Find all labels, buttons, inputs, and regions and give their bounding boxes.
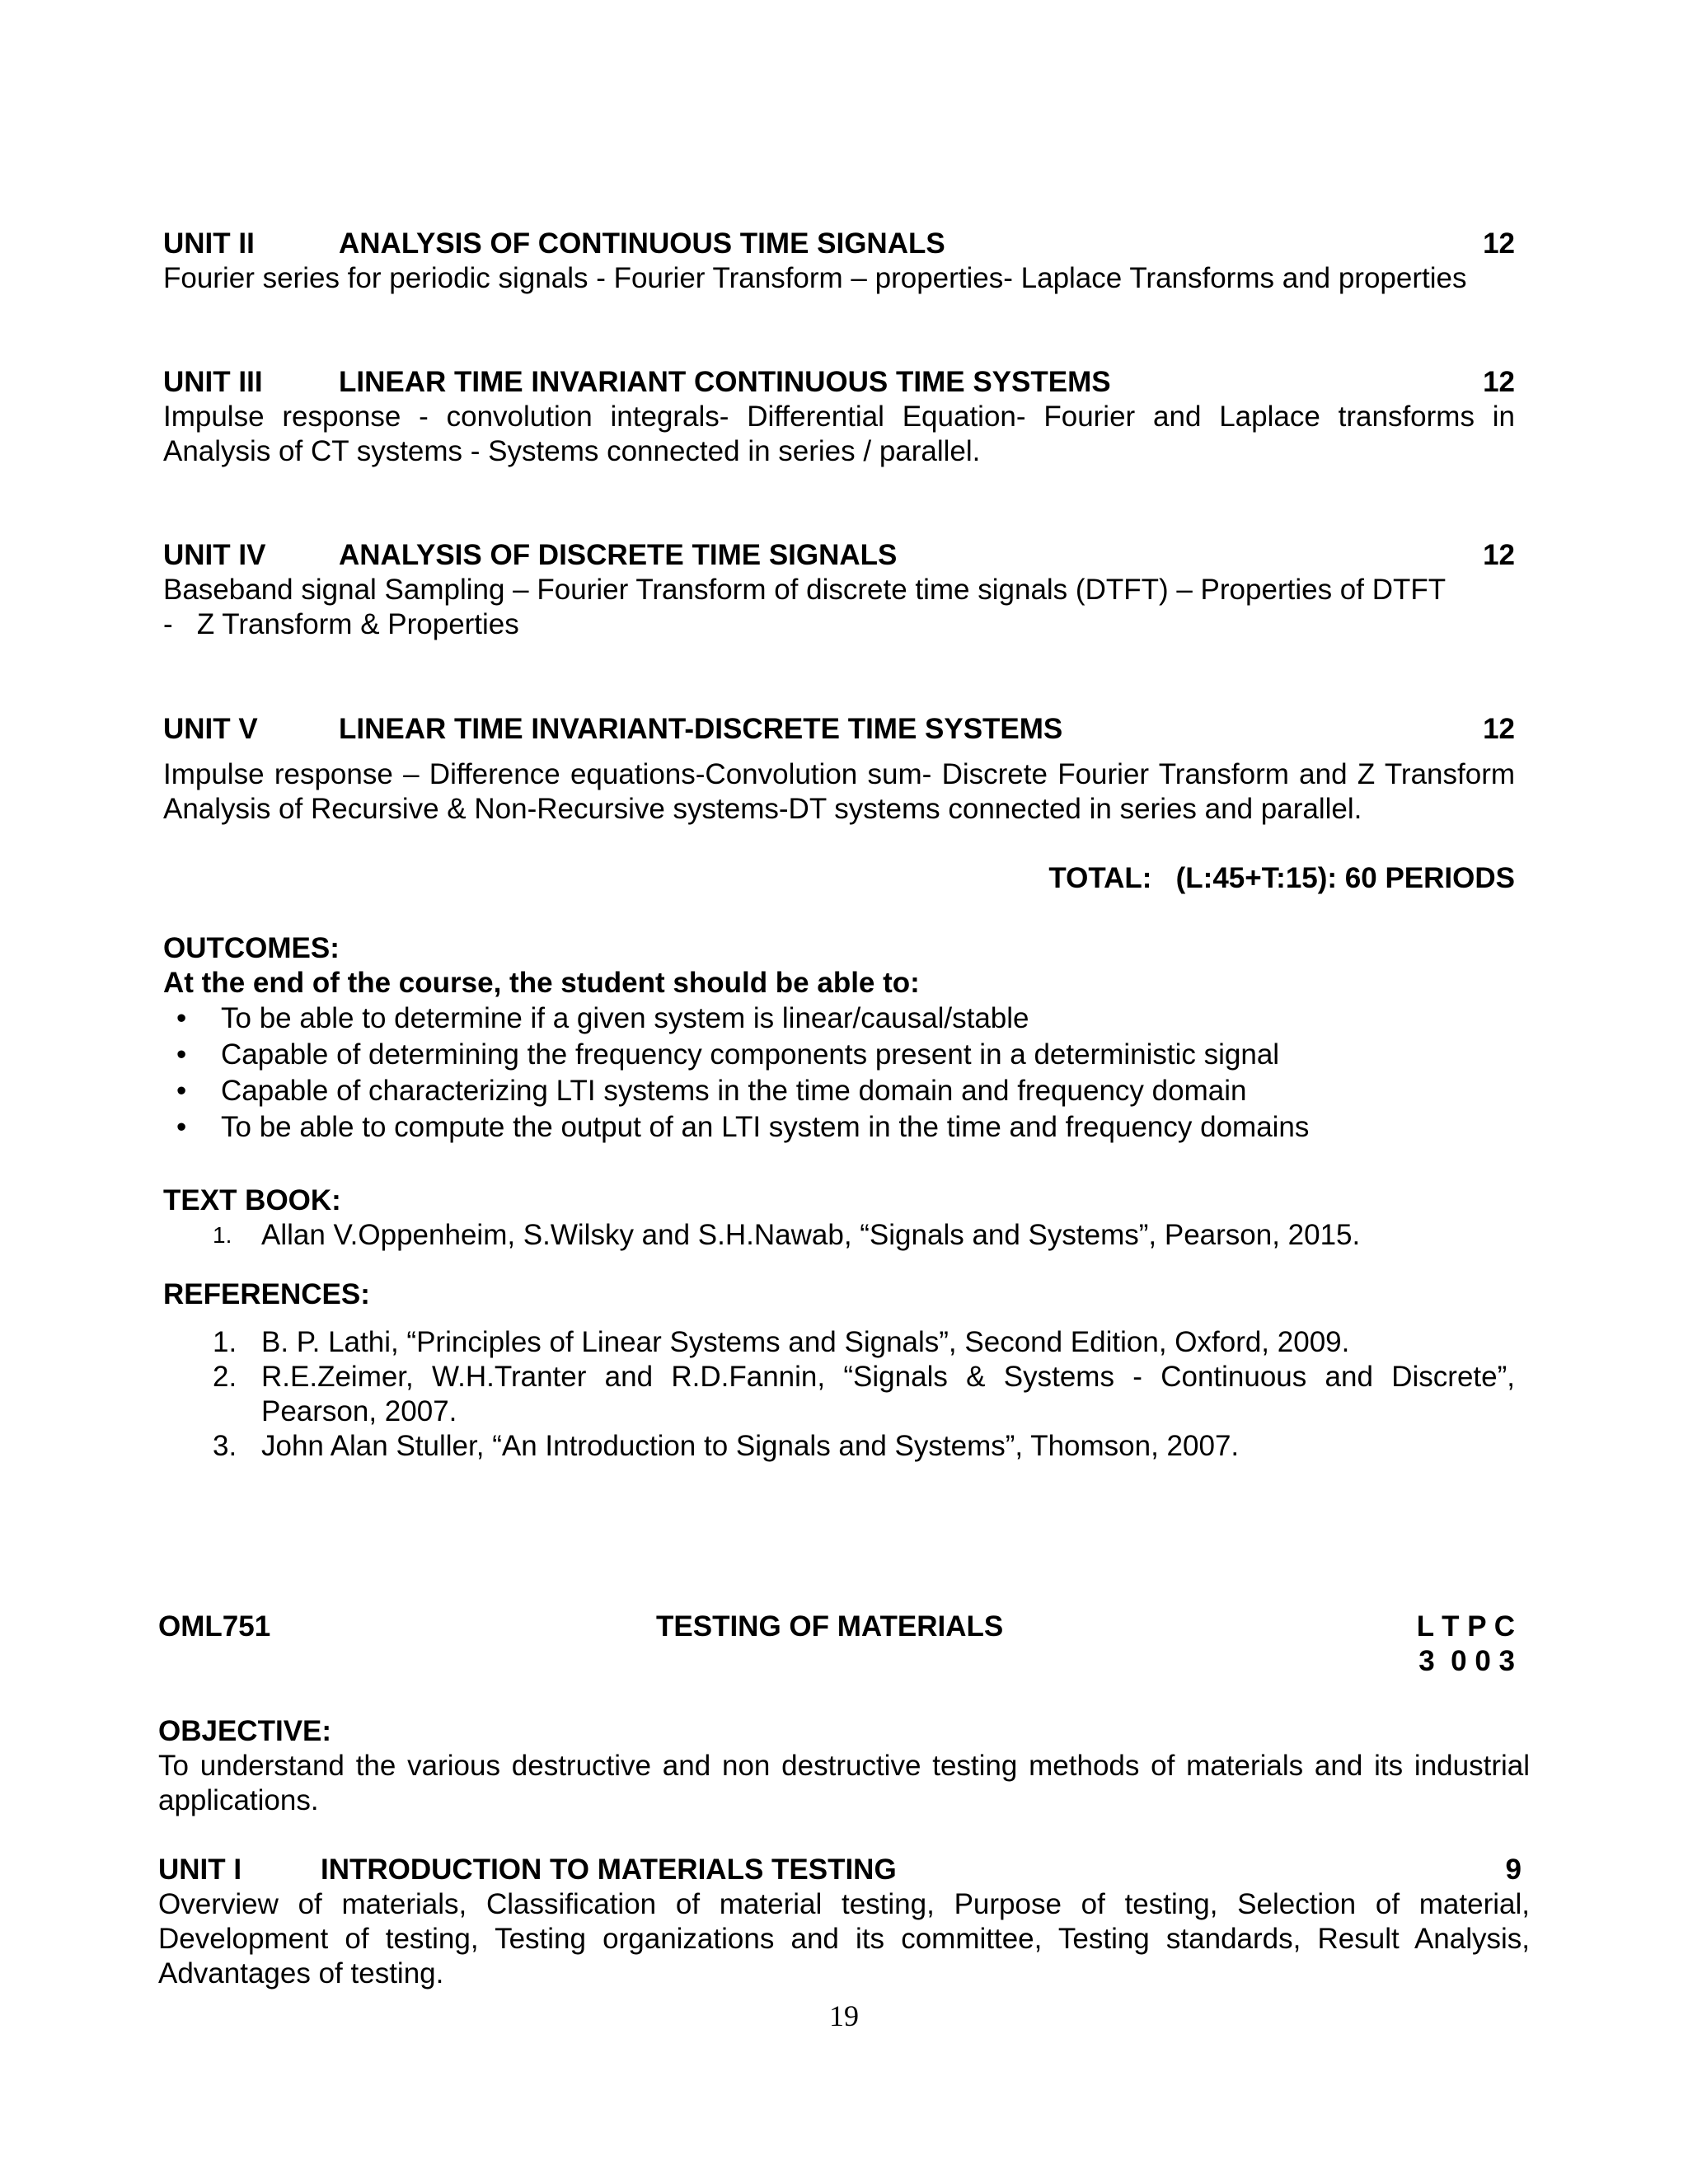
- outcomes-heading: OUTCOMES:: [163, 932, 340, 964]
- unit-description: Overview of materials, Classification of material testing, Purpose of testing, Selection of material, Development of testing, Testing organizations and its committee, Testing standards, Result Analysis, Advantages of testing.: [158, 1888, 1530, 1990]
- list-item: 2. R.E.Zeimer, W.H.Tranter and R.D.Fannin, “Signals & Systems - Continuous and Discrete”, Pearson, 2007.: [213, 1361, 1515, 1427]
- unit-hours: 9: [1505, 1854, 1522, 1886]
- unit-heading: [163, 227, 1515, 261]
- unit-hours: 12: [1483, 366, 1515, 398]
- unit-heading: [158, 1853, 1522, 1887]
- unit-heading: [163, 365, 1515, 400]
- unit-label: UNIT III: [163, 366, 263, 398]
- unit-heading: [163, 538, 1515, 573]
- ltpc-values: 3 0 0 3: [1418, 1645, 1515, 1677]
- bullet-icon: •: [176, 1075, 187, 1107]
- unit-description-line: - Z Transform & Properties: [163, 608, 519, 640]
- references-list: [163, 1325, 1515, 1464]
- list-item: • To be able to determine if a given system is linear/causal/stable: [163, 1001, 1515, 1037]
- list-item: 1. Allan V.Oppenheim, S.Wilsky and S.H.Nawab, “Signals and Systems”, Pearson, 2015.: [213, 1219, 1361, 1251]
- unit-title: LINEAR TIME INVARIANT-DISCRETE TIME SYSTEMS: [339, 713, 1063, 745]
- unit-title: LINEAR TIME INVARIANT CONTINUOUS TIME SYSTEMS: [339, 366, 1111, 398]
- list-item: • Capable of determining the frequency components present in a deterministic signal: [163, 1037, 1515, 1073]
- list-item: • Capable of characterizing LTI systems in the time domain and frequency domain: [163, 1073, 1515, 1109]
- unit-label: UNIT IV: [163, 539, 266, 571]
- textbook-list: [163, 1218, 1515, 1253]
- unit-hours: 12: [1483, 227, 1515, 260]
- total-periods: [1019, 861, 1515, 896]
- total-value: (L:45+T:15): 60 PERIODS: [1175, 862, 1515, 894]
- textbook-heading: TEXT BOOK:: [163, 1184, 341, 1216]
- objective-heading: OBJECTIVE:: [158, 1715, 332, 1747]
- objective-text: To understand the various destructive and non destructive testing methods of materials and its industrial applications.: [158, 1750, 1530, 1816]
- references-heading: REFERENCES:: [163, 1278, 370, 1310]
- unit-title: INTRODUCTION TO MATERIALS TESTING: [321, 1854, 897, 1886]
- bullet-icon: •: [176, 1111, 187, 1143]
- unit-title: ANALYSIS OF CONTINUOUS TIME SIGNALS: [339, 227, 945, 260]
- unit-description: Impulse response – Difference equations-Convolution sum- Discrete Fourier Transform and Z Transform Analysis of Recursive & Non-Recursive systems-DT systems connected in series and parallel.: [163, 758, 1515, 825]
- page-number: 19: [829, 1999, 859, 2032]
- bullet-icon: •: [176, 1002, 187, 1034]
- unit-label: UNIT II: [163, 227, 255, 260]
- unit-description: Fourier series for periodic signals - Fourier Transform – properties- Laplace Transforms and properties: [163, 262, 1467, 294]
- outcomes-list: [163, 1001, 1515, 1146]
- list-item: • To be able to compute the output of an LTI system in the time and frequency domains: [163, 1109, 1515, 1146]
- outcomes-intro: At the end of the course, the student should be able to:: [163, 967, 920, 999]
- unit-heading: [163, 712, 1515, 747]
- course-title: TESTING OF MATERIALS: [656, 1610, 1004, 1643]
- unit-label: UNIT I: [158, 1854, 242, 1886]
- total-label: TOTAL:: [1048, 862, 1152, 894]
- list-item: 3. John Alan Stuller, “An Introduction to Signals and Systems”, Thomson, 2007.: [213, 1430, 1240, 1462]
- unit-description-line: Baseband signal Sampling – Fourier Transform of discrete time signals (DTFT) – Properties of DTFT: [163, 574, 1447, 606]
- unit-description: Impulse response - convolution integrals- Differential Equation- Fourier and Laplace transforms in Analysis of CT systems - Systems connected in series / parallel.: [163, 401, 1515, 467]
- ltpc-label: L T P C: [1416, 1610, 1515, 1643]
- unit-title: ANALYSIS OF DISCRETE TIME SIGNALS: [339, 539, 898, 571]
- bullet-icon: •: [176, 1038, 187, 1071]
- unit-hours: 12: [1483, 539, 1515, 571]
- list-item: 1. B. P. Lathi, “Principles of Linear Systems and Signals”, Second Edition, Oxford, 2009.: [213, 1326, 1350, 1358]
- course-code: OML751: [158, 1610, 271, 1643]
- unit-label: UNIT V: [163, 713, 258, 745]
- unit-hours: 12: [1483, 713, 1515, 745]
